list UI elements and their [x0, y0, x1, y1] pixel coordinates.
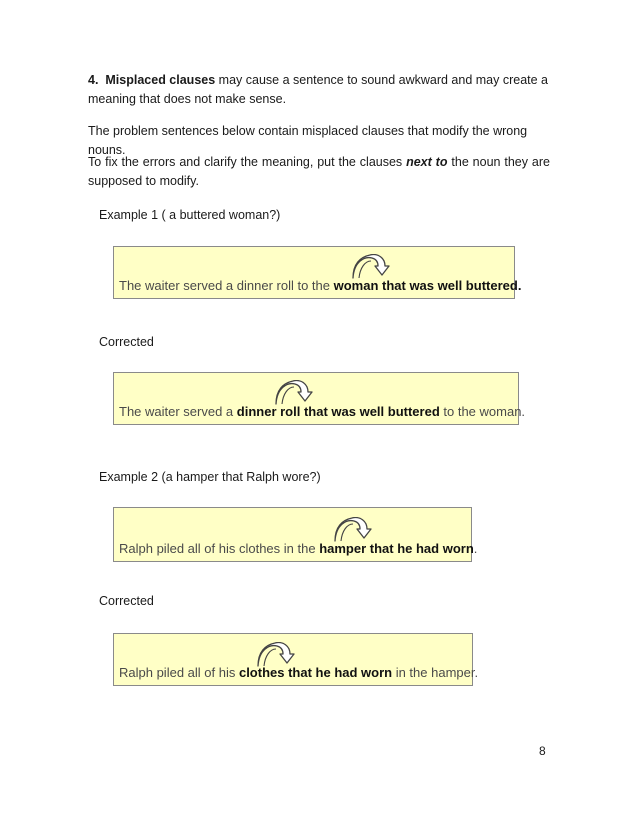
paragraph-fix-errors [88, 153, 550, 191]
example-2-label: Example 2 (a hamper that Ralph wore?) [99, 470, 321, 484]
paragraph1-text: may cause a sentence to sound awkward and may create a meaning that does not make sense. [88, 73, 549, 106]
term-misplaced-clauses: Misplaced clauses [105, 73, 216, 87]
example-2-sentence [119, 541, 477, 557]
sentence-pre: Ralph piled all of his [119, 665, 239, 680]
paragraph3-after: the noun they are supposed to modify. [88, 155, 550, 188]
sentence-post: to the woman. [439, 404, 526, 419]
corrected-clause-highlight: dinner roll that was well buttered [236, 404, 440, 419]
paragraph-misplaced-clauses [88, 71, 550, 109]
corrected-clause-highlight: clothes that he had worn [238, 665, 393, 680]
corrected-1-sentence [119, 404, 525, 420]
corrected-2-sentence [119, 665, 478, 681]
sentence-post: in the hamper. [392, 665, 479, 680]
paragraph3-before: To fix the errors and clarify the meaning, put the clauses [88, 155, 403, 169]
sentence-post: . [473, 541, 478, 556]
misplaced-clause-highlight: hamper that he had worn [319, 541, 474, 556]
corrected-2-label: Corrected [99, 594, 154, 608]
paragraph-problem-sentences: The problem sentences below contain misplaced clauses that modify the wrong nouns. [88, 124, 528, 157]
example-1-label: Example 1 ( a buttered woman?) [99, 208, 281, 222]
sentence-pre: The waiter served a [119, 404, 237, 419]
curved-arrow-icon [332, 517, 372, 543]
page-number: 8 [539, 744, 546, 758]
curved-arrow-icon [350, 254, 390, 280]
item-number: 4. [88, 73, 99, 87]
example-2-box [113, 507, 478, 562]
sentence-pre: Ralph piled all of his clothes in the [119, 541, 320, 556]
misplaced-clause-highlight: woman that was well buttered [333, 278, 518, 293]
corrected-1-label: Corrected [99, 335, 154, 349]
example-1-box [113, 246, 522, 299]
emphasis-next-to: next to [406, 155, 448, 169]
example-1-sentence [119, 278, 521, 294]
corrected-1-box [113, 372, 526, 425]
curved-arrow-icon [273, 380, 313, 406]
sentence-post: . [517, 278, 522, 293]
sentence-pre: The waiter served a dinner roll to the [119, 278, 334, 293]
corrected-2-box [113, 633, 479, 686]
